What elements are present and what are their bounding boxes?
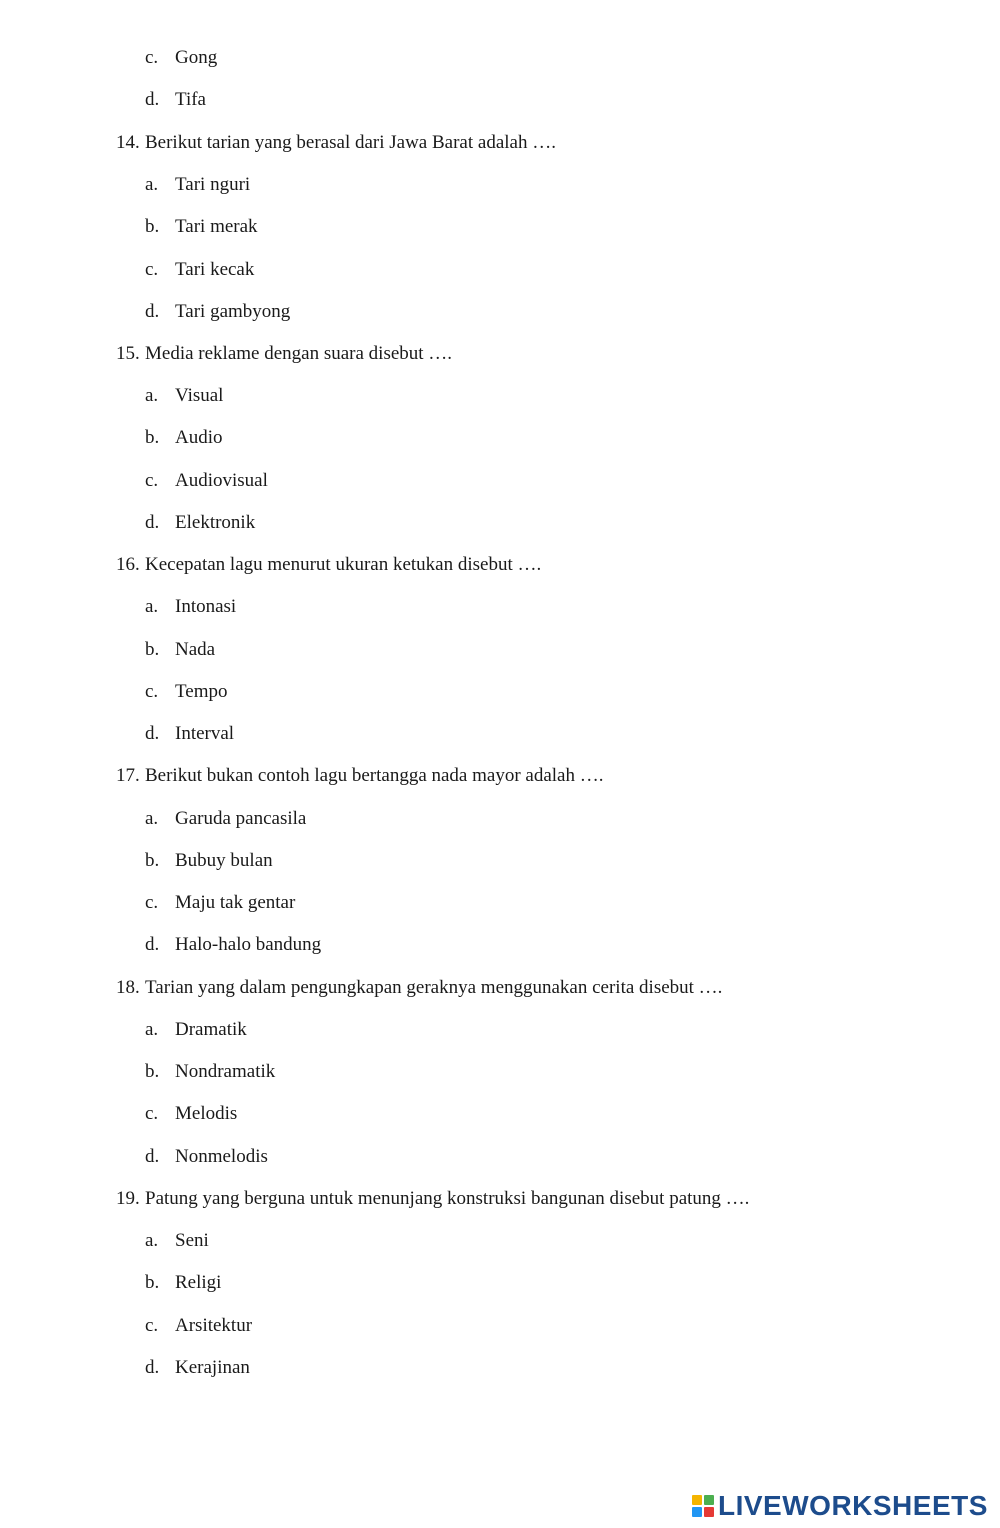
question-number: 14.: [116, 132, 140, 153]
question-number: 17.: [116, 765, 140, 786]
question-number: 18.: [116, 977, 140, 998]
option-item: [145, 1220, 209, 1262]
question-19: [116, 1178, 749, 1220]
option-letter: a.: [145, 808, 159, 829]
option-text: Bubuy bulan: [175, 850, 273, 871]
liveworksheets-logo-icon: [692, 1495, 714, 1517]
option-text: Intonasi: [175, 596, 237, 617]
option-item: [145, 840, 273, 882]
option-letter: d.: [145, 934, 160, 955]
option-text: Tari kecak: [175, 259, 255, 280]
option-item: [145, 882, 295, 924]
option-letter: b.: [145, 850, 160, 871]
option-text: Seni: [175, 1230, 209, 1251]
option-text: Audio: [175, 427, 223, 448]
option-letter: b.: [145, 639, 160, 660]
option-letter: c.: [145, 1315, 159, 1336]
option-letter: b.: [145, 1272, 160, 1293]
option-item: [145, 375, 223, 417]
option-item: [145, 1136, 268, 1178]
option-letter: d.: [145, 1146, 160, 1167]
option-item: [145, 629, 215, 671]
option-item: [145, 1347, 250, 1389]
option-letter: d.: [145, 301, 160, 322]
option-text: Visual: [175, 385, 224, 406]
option-item: [145, 460, 268, 502]
option-letter: a.: [145, 174, 159, 195]
option-text: Interval: [175, 723, 235, 744]
option-letter: c.: [145, 470, 159, 491]
option-letter: b.: [145, 1061, 160, 1082]
option-item: [145, 798, 306, 840]
option-text: Tari gambyong: [175, 301, 291, 322]
option-letter: c.: [145, 47, 159, 68]
option-item: [145, 1051, 275, 1093]
option-text: Tari nguri: [175, 174, 251, 195]
option-text: Religi: [175, 1272, 222, 1293]
option-text: Melodis: [175, 1103, 238, 1124]
question-18: [116, 967, 722, 1009]
brand-name: LIVEWORKSHEETS: [718, 1490, 988, 1521]
option-letter: d.: [145, 512, 160, 533]
option-text: Tempo: [175, 681, 228, 702]
option-letter: d.: [145, 1357, 160, 1378]
option-letter: c.: [145, 1103, 159, 1124]
question-text: Berikut bukan contoh lagu bertangga nada mayor adalah ….: [145, 765, 604, 786]
option-letter: c.: [145, 259, 159, 280]
option-item: [145, 1009, 247, 1051]
option-letter: c.: [145, 892, 159, 913]
option-item: [145, 1305, 252, 1347]
question-number: 19.: [116, 1188, 140, 1209]
option-text: Nada: [175, 639, 216, 660]
option-text: Nonmelodis: [175, 1146, 268, 1167]
option-item: [145, 1262, 221, 1304]
option-item: [145, 924, 321, 966]
option-item: [145, 249, 254, 291]
option-item: [145, 586, 236, 628]
option-letter: b.: [145, 427, 160, 448]
option-letter: d.: [145, 89, 160, 110]
option-text: Maju tak gentar: [175, 892, 296, 913]
question-text: Tarian yang dalam pengungkapan geraknya menggunakan cerita disebut ….: [145, 977, 723, 998]
option-item: [145, 417, 223, 459]
option-item: [145, 671, 228, 713]
option-letter: d.: [145, 723, 160, 744]
question-number: 15.: [116, 343, 140, 364]
option-item: [145, 713, 234, 755]
option-text: Nondramatik: [175, 1061, 276, 1082]
option-item: [145, 79, 206, 121]
question-15: [116, 333, 452, 375]
option-item: [145, 206, 258, 248]
option-letter: a.: [145, 1019, 159, 1040]
option-text: Audiovisual: [175, 470, 268, 491]
option-text: Elektronik: [175, 512, 256, 533]
option-letter: a.: [145, 385, 159, 406]
option-letter: a.: [145, 596, 159, 617]
option-item: [145, 502, 255, 544]
option-item: [145, 164, 250, 206]
question-14: [116, 122, 556, 164]
option-text: Halo-halo bandung: [175, 934, 322, 955]
option-letter: a.: [145, 1230, 159, 1251]
question-number: 16.: [116, 554, 140, 575]
question-17: [116, 755, 604, 797]
option-item: [145, 37, 217, 79]
option-letter: b.: [145, 216, 160, 237]
question-text: Patung yang berguna untuk menunjang konstruksi bangunan disebut patung ….: [145, 1188, 750, 1209]
question-text: Media reklame dengan suara disebut ….: [145, 343, 453, 364]
option-text: Arsitektur: [175, 1315, 253, 1336]
option-item: [145, 291, 290, 333]
option-text: Tari merak: [175, 216, 258, 237]
option-letter: c.: [145, 681, 159, 702]
option-item: [145, 1093, 237, 1135]
question-16: [116, 544, 541, 586]
option-text: Dramatik: [175, 1019, 247, 1040]
option-text: Garuda pancasila: [175, 808, 307, 829]
option-text: Kerajinan: [175, 1357, 250, 1378]
option-text: Gong: [175, 47, 218, 68]
question-text: Berikut tarian yang berasal dari Jawa Barat adalah ….: [145, 132, 556, 153]
option-text: Tifa: [175, 89, 206, 110]
question-text: Kecepatan lagu menurut ukuran ketukan disebut ….: [145, 554, 542, 575]
liveworksheets-logo: [692, 1488, 988, 1524]
